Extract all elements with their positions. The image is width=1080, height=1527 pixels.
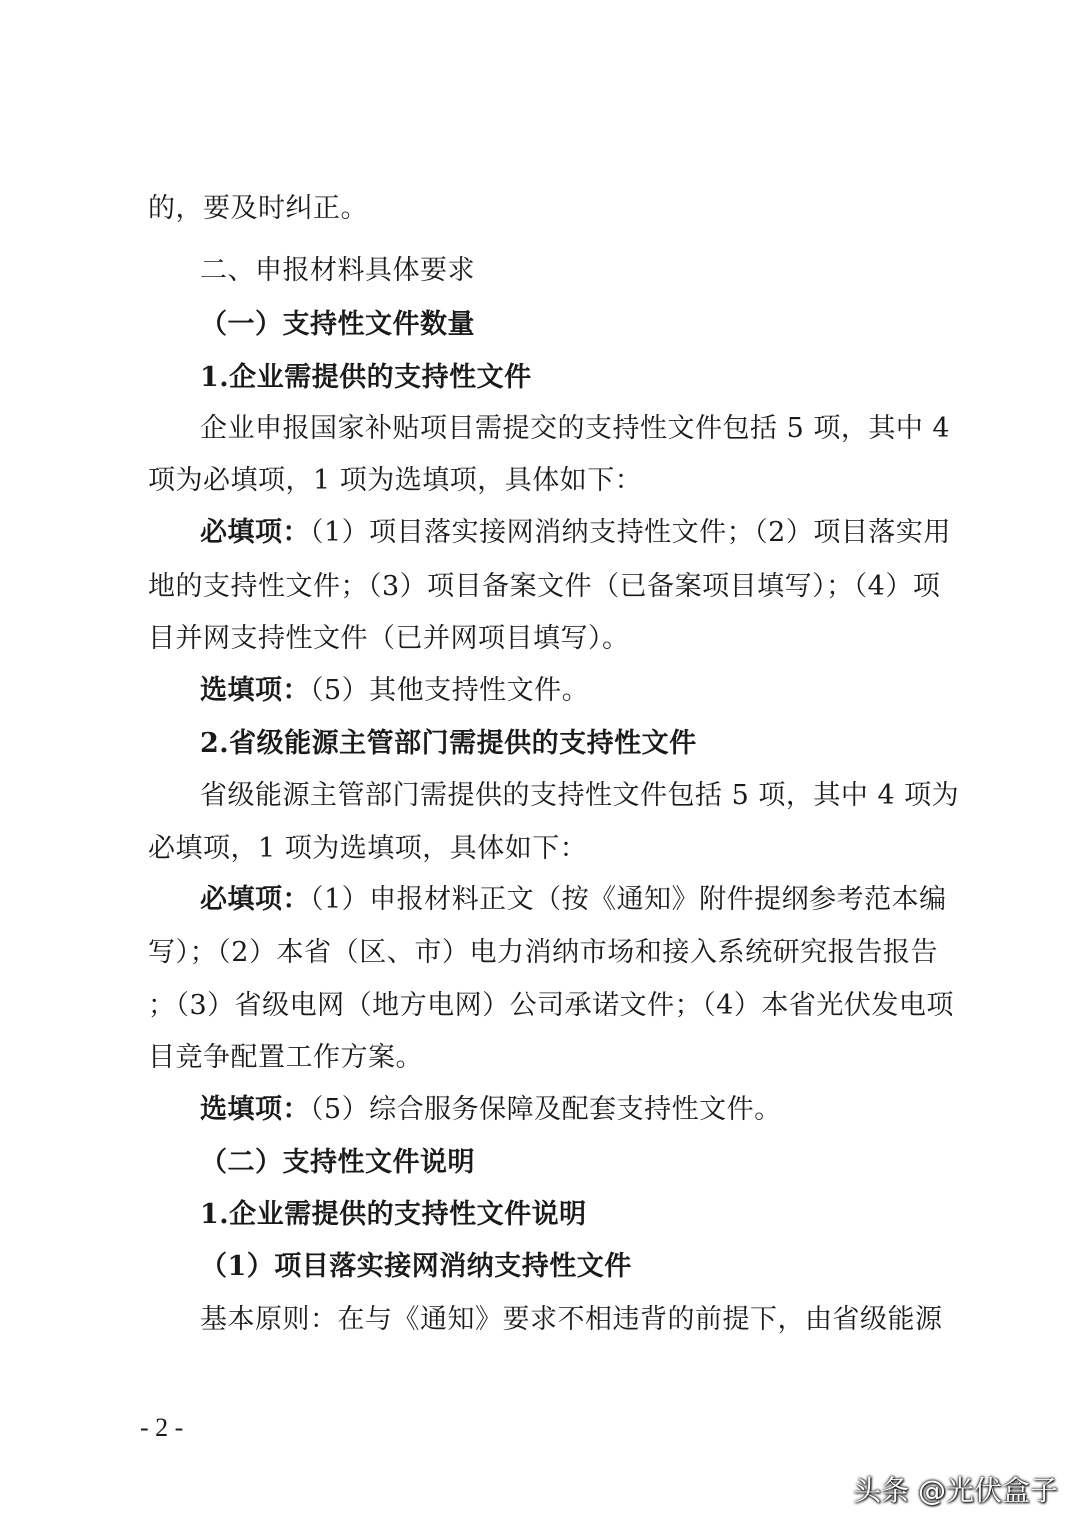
- required-items-line: 必填项：（1）项目落实接网消纳支持性文件；（2）项目落实用: [200, 517, 951, 548]
- required-label: 必填项：: [200, 517, 310, 548]
- item-heading-1: 1.企业需提供的支持性文件: [200, 362, 532, 393]
- paragraph-line: 地的支持性文件；（3）项目备案文件（已备案项目填写）；（4）项: [148, 571, 941, 602]
- paragraph-line: 基本原则：在与《通知》要求不相违背的前提下，由省级能源: [200, 1304, 943, 1335]
- section-heading: 二、申报材料具体要求: [200, 255, 475, 286]
- text-line-1: 的，要及时纠正。: [148, 193, 368, 224]
- required-items-line: 必填项：（1）申报材料正文（按《通知》附件提纲参考范本编: [200, 884, 947, 915]
- optional-items-line: 选填项：（5）其他支持性文件。: [200, 675, 590, 706]
- page-number: - 2 -: [140, 1413, 184, 1442]
- item-heading-3: 1.企业需提供的支持性文件说明: [200, 1199, 587, 1230]
- subsection-heading-1: （一）支持性文件数量: [200, 309, 475, 340]
- optional-label: 选填项：: [200, 1094, 310, 1125]
- item-heading-2: 2.省级能源主管部门需提供的支持性文件: [200, 728, 697, 759]
- paragraph-line: 省级能源主管部门需提供的支持性文件包括 5 项，其中 4 项为: [200, 780, 960, 811]
- paragraph-line: 写）；（2）本省（区、市）电力消纳市场和接入系统研究报告报告: [148, 937, 938, 968]
- paragraph-line: 企业申报国家补贴项目需提交的支持性文件包括 5 项，其中 4: [200, 413, 951, 444]
- paragraph-line: 目并网支持性文件（已并网项目填写）。: [148, 623, 630, 654]
- paragraph-line: 必填项，1 项为选填项，具体如下：: [148, 833, 588, 864]
- paragraph-line: 目竞争配置工作方案。: [148, 1042, 423, 1073]
- required-label: 必填项：: [200, 884, 310, 915]
- subsection-heading-2: （二）支持性文件说明: [200, 1147, 475, 1178]
- optional-label: 选填项：: [200, 675, 310, 706]
- optional-items-line: 选填项：（5）综合服务保障及配套支持性文件。: [200, 1094, 782, 1125]
- paragraph-line: 项为必填项，1 项为选填项，具体如下：: [148, 465, 643, 496]
- paragraph-line: ；（3）省级电网（地方电网）公司承诺文件；（4）本省光伏发电项: [148, 990, 954, 1021]
- item-heading-4: （1）项目落实接网消纳支持性文件: [200, 1251, 632, 1282]
- watermark: 头条 @光伏盒子: [853, 1474, 1058, 1507]
